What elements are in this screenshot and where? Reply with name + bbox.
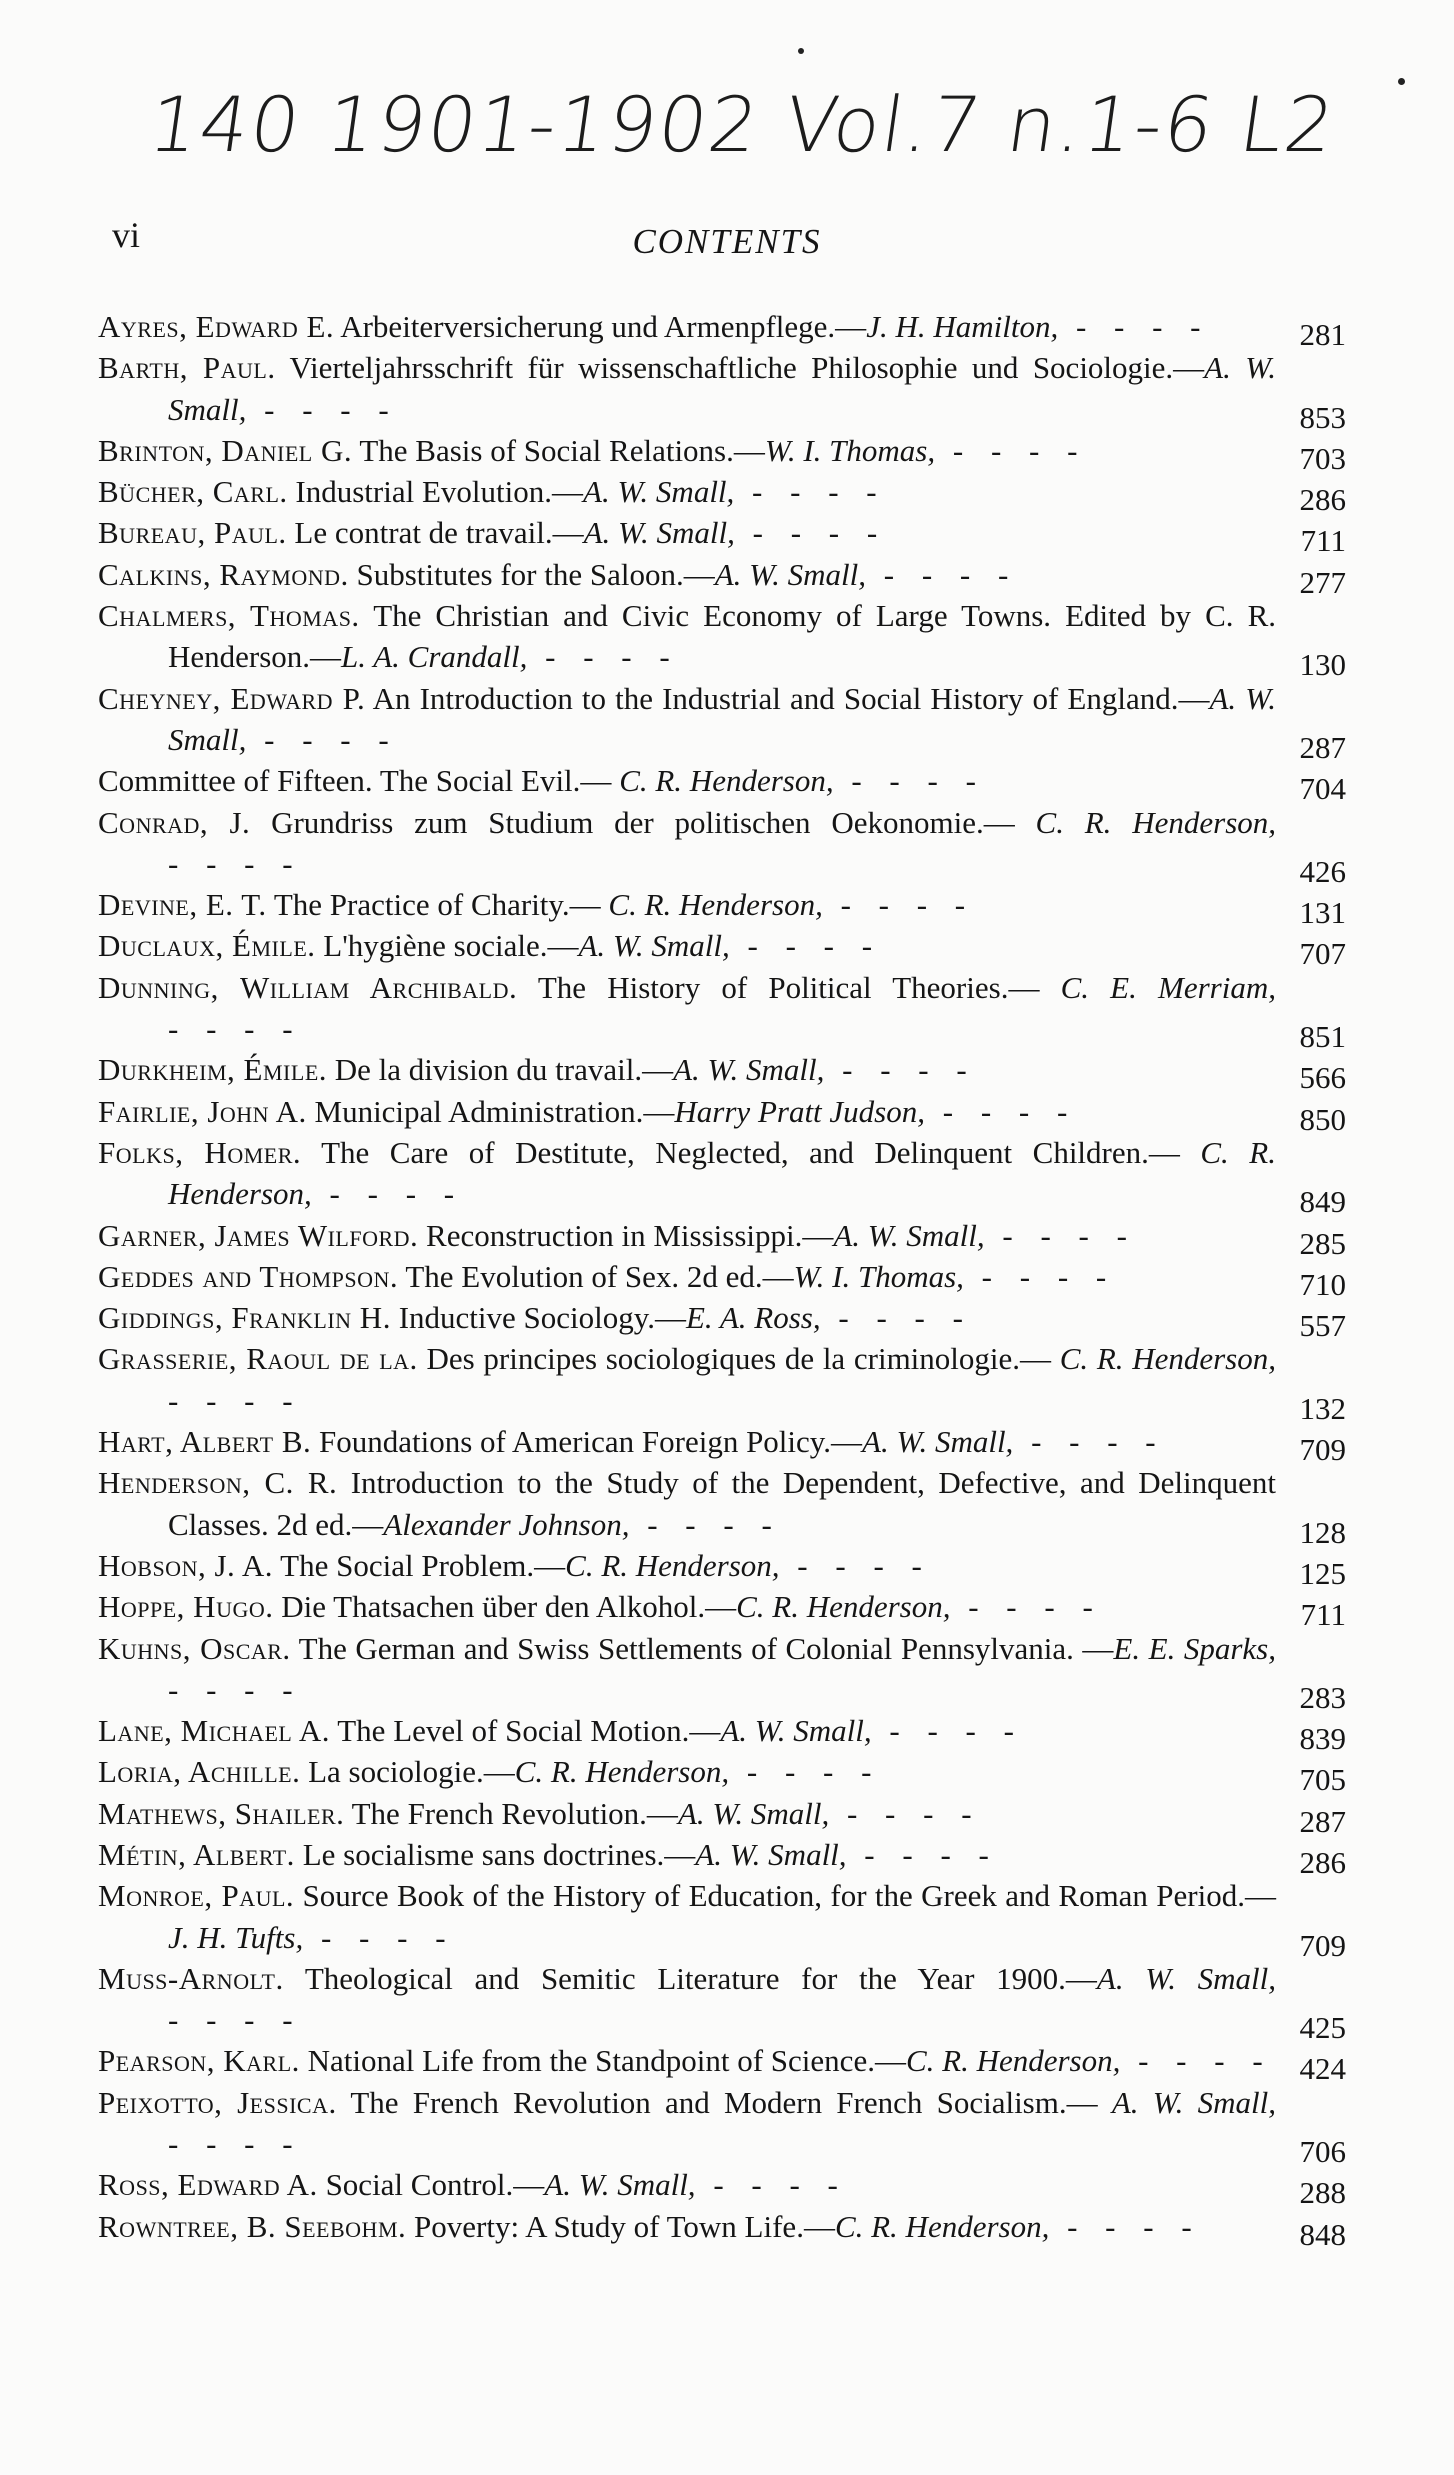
dot-leader: - - - - xyxy=(963,1258,1117,1294)
contents-entry xyxy=(98,1462,1346,1550)
entry-page-number: 286 xyxy=(1299,1844,1346,1880)
entry-reviewer: J. H. Hamilton, xyxy=(866,309,1059,344)
entry-author: Dunning, William Archibald. xyxy=(98,969,518,1005)
entry-title: Theological and Semitic Literature for the Year 1900.— xyxy=(304,1960,1097,1996)
entry-reviewer: A. W. Small, xyxy=(1111,2084,1276,2120)
entry-reviewer: A. W. Small, xyxy=(1096,1960,1277,1996)
entry-page-number: 131 xyxy=(1299,895,1346,931)
dot-leader: - - - - xyxy=(168,1382,303,1418)
entry-page-number: 132 xyxy=(1299,1390,1346,1426)
entry-author: Cheyney, Edward P. xyxy=(98,680,366,716)
entry-author: Loria, Achille. xyxy=(98,1754,301,1790)
dot-leader: - - - - xyxy=(866,556,1019,592)
entry-text xyxy=(98,760,1276,801)
entry-author: Kuhns, Oscar. xyxy=(98,1630,291,1666)
entry-reviewer: C. E. Merriam, xyxy=(1060,969,1276,1005)
dot-leader: - - - - xyxy=(729,928,883,964)
entry-page-number: 287 xyxy=(1299,1803,1346,1839)
entry-reviewer: E. A. Ross, xyxy=(685,1300,821,1336)
entry-text xyxy=(98,1132,1276,1215)
entry-author: Bücher, Carl. xyxy=(98,474,288,510)
contents-list xyxy=(98,306,1346,2252)
entry-author: Henderson, C. R. xyxy=(98,1465,338,1501)
contents-entry xyxy=(98,2164,1346,2211)
entry-title: Foundations of American Foreign Policy.— xyxy=(319,1424,863,1460)
entry-title: Source Book of the History of Education, for the Greek and Roman Period.— xyxy=(302,1878,1276,1914)
contents-entry xyxy=(98,1751,1346,1798)
entry-author: Mathews, Shailer. xyxy=(98,1795,345,1831)
entry-title: Social Control.— xyxy=(325,2167,545,2203)
entry-author: Devine, E. T. xyxy=(98,887,267,923)
contents-entry xyxy=(98,2206,1346,2252)
contents-entry xyxy=(98,1710,1346,1757)
entry-text xyxy=(98,1091,1276,1132)
entry-reviewer: A. W. Small, xyxy=(578,928,730,964)
entry-text xyxy=(98,1297,1276,1338)
entry-page-number: 711 xyxy=(1300,523,1346,559)
entry-author: Garner, James Wilford. xyxy=(98,1217,419,1253)
dot-leader: - - - - xyxy=(846,1836,999,1872)
entry-title: Introduction to the Study of the Dependent, Defective, and Delinquent Classes. 2d ed.— xyxy=(168,1465,1276,1542)
entry-author: Folks, Homer. xyxy=(98,1134,302,1170)
entry-page-number: 851 xyxy=(1299,1019,1346,1055)
entry-title: Le contrat de travail.— xyxy=(294,515,584,551)
entry-title: Substitutes for the Saloon.— xyxy=(356,556,715,592)
contents-entry xyxy=(98,967,1346,1055)
entry-page-number: 709 xyxy=(1299,1432,1346,1468)
entry-reviewer: W. I. Thomas, xyxy=(793,1258,964,1294)
dot-leader: - - - - xyxy=(950,1589,1103,1625)
entry-reviewer: C. R. Henderson, xyxy=(619,763,834,799)
dot-leader: - - - - xyxy=(833,763,986,799)
entry-author: Calkins, Raymond. xyxy=(98,556,349,592)
entry-title: De la division du travail.— xyxy=(334,1052,674,1088)
contents-entry xyxy=(98,1421,1346,1468)
entry-text xyxy=(98,554,1276,595)
entry-page-number: 704 xyxy=(1299,771,1346,807)
entry-page-number: 710 xyxy=(1299,1266,1346,1302)
entry-author: Conrad, J. xyxy=(98,804,251,840)
entry-text xyxy=(98,2040,1276,2081)
entry-page-number: 426 xyxy=(1299,853,1346,889)
entry-text xyxy=(98,306,1276,347)
entry-reviewer: C. R. Henderson, xyxy=(608,887,823,923)
entry-reviewer: E. E. Sparks, xyxy=(1113,1630,1276,1666)
entry-reviewer: L. A. Crandall, xyxy=(341,639,528,675)
contents-entry xyxy=(98,2082,1346,2170)
dot-leader: - - - - xyxy=(168,845,303,881)
contents-entry xyxy=(98,1545,1346,1591)
entry-page-number: 425 xyxy=(1299,2010,1346,2046)
contents-entry xyxy=(98,1049,1346,1096)
entry-text xyxy=(98,512,1276,553)
entry-page-number: 287 xyxy=(1299,729,1346,765)
contents-entry xyxy=(98,347,1346,435)
entry-page-number: 283 xyxy=(1299,1679,1346,1715)
entry-reviewer: A. W. Small, xyxy=(168,680,1276,757)
dot-leader: - - - - xyxy=(829,1795,982,1831)
dot-leader: - - - - xyxy=(168,2002,303,2038)
entry-reviewer: C. R. Henderson, xyxy=(736,1589,951,1625)
entry-page-number: 848 xyxy=(1299,2216,1346,2252)
entry-page-number: 839 xyxy=(1299,1721,1346,1757)
contents-entry xyxy=(98,1215,1346,1261)
entry-reviewer: A. W. Small, xyxy=(583,474,735,510)
entry-reviewer: C. R. Henderson, xyxy=(834,2208,1050,2244)
contents-entry xyxy=(98,1338,1346,1426)
entry-title: Municipal Administration.— xyxy=(314,1093,675,1129)
entry-title: Reconstruction in Mississippi.— xyxy=(426,1217,834,1253)
entry-page-number: 125 xyxy=(1299,1555,1346,1591)
entry-text xyxy=(98,1338,1276,1421)
entry-title: Des principes sociologiques de la criminologie.— xyxy=(426,1341,1060,1377)
entry-reviewer: A. W. Small, xyxy=(720,1713,872,1749)
entry-author: Métin, Albert. xyxy=(98,1836,295,1872)
entry-reviewer: A. W. Small, xyxy=(862,1424,1014,1460)
dot-leader: - - - - xyxy=(246,391,399,427)
entry-page-number: 706 xyxy=(1299,2134,1346,2170)
entry-text xyxy=(98,430,1276,471)
entry-author: Hoppe, Hugo. xyxy=(98,1589,274,1625)
entry-reviewer: C. R. Henderson, xyxy=(1035,804,1277,840)
entry-text xyxy=(98,1545,1276,1586)
contents-entry xyxy=(98,1586,1346,1633)
entry-reviewer: A. W. Small, xyxy=(168,350,1276,427)
entry-title: Die Thatsachen über den Alkohol.— xyxy=(281,1589,737,1625)
entry-text xyxy=(98,678,1276,761)
contents-entry xyxy=(98,471,1346,518)
entry-text xyxy=(98,1710,1276,1751)
dot-leader: - - - - xyxy=(779,1547,932,1583)
entry-title: National Life from the Standpoint of Science.— xyxy=(307,2043,906,2079)
entry-title: The Social Problem.— xyxy=(280,1547,566,1583)
contents-entry xyxy=(98,1793,1346,1839)
entry-text xyxy=(98,1421,1276,1462)
contents-entry xyxy=(98,678,1346,765)
contents-entry xyxy=(98,430,1346,476)
dot-leader: - - - - xyxy=(925,1093,1078,1129)
entry-title: The Practice of Charity.— xyxy=(273,887,609,923)
entry-page-number: 557 xyxy=(1299,1308,1346,1344)
entry-title: The Basis of Social Relations.— xyxy=(359,432,765,468)
contents-entry xyxy=(98,1628,1346,1715)
contents-entry xyxy=(98,1834,1346,1880)
entry-reviewer: A. W. Small, xyxy=(714,556,866,592)
contents-entry xyxy=(98,884,1346,931)
entry-page-number: 288 xyxy=(1299,2175,1346,2211)
dot-leader: - - - - xyxy=(303,1919,456,1955)
entry-title: Arbeiterversicherung und Armenpflege.— xyxy=(340,309,867,344)
entry-author: Chalmers, Thomas. xyxy=(98,598,360,634)
contents-entry xyxy=(98,1875,1346,1963)
entry-text xyxy=(98,1793,1276,1834)
entry-author: Muss-Arnolt. xyxy=(98,1960,284,1996)
entry-title: Inductive Sociology.— xyxy=(398,1300,686,1336)
entry-title: Poverty: A Study of Town Life.— xyxy=(414,2208,835,2244)
entry-text xyxy=(98,1834,1276,1875)
entry-title: La sociologie.— xyxy=(308,1754,515,1790)
dot-leader: - - - - xyxy=(1058,309,1211,344)
entry-reviewer: J. H. Tufts, xyxy=(168,1919,304,1955)
entry-author: Lane, Michael A. xyxy=(98,1713,331,1749)
entry-reviewer: C. R. Henderson, xyxy=(565,1547,780,1583)
contents-entry xyxy=(98,1297,1346,1344)
dot-leader: - - - - xyxy=(311,1176,465,1212)
entry-author: Hobson, J. A. xyxy=(98,1547,273,1583)
entry-reviewer: C. R. Henderson, xyxy=(514,1754,730,1790)
entry-text xyxy=(98,1958,1276,2041)
entry-text xyxy=(98,884,1276,925)
page-number: vi xyxy=(112,215,141,255)
dot-leader: - - - - xyxy=(820,1300,973,1336)
entry-title: Grundriss zum Studium der politischen Oekonomie.— xyxy=(271,804,1036,840)
dot-leader: - - - - xyxy=(871,1713,1024,1749)
entry-title: The Christian and Civic Economy of Large Towns. Edited by C. R. Henderson.— xyxy=(168,598,1276,675)
entry-author: Peixotto, Jessica. xyxy=(98,2084,337,2120)
entry-page-number: 711 xyxy=(1300,1597,1346,1633)
entry-reviewer: Harry Pratt Judson, xyxy=(674,1093,925,1129)
contents-entry xyxy=(98,512,1346,559)
page-heading: CONTENTS xyxy=(632,222,822,261)
entry-text xyxy=(98,2206,1276,2247)
entry-text xyxy=(98,1628,1276,1711)
entry-title: L'hygiène sociale.— xyxy=(323,928,579,964)
entry-title: Committee of Fifteen. The Social Evil.— xyxy=(98,763,620,799)
entry-title: The French Revolution.— xyxy=(351,1795,678,1831)
dot-leader: - - - - xyxy=(729,1754,882,1790)
entry-text xyxy=(98,595,1276,678)
dot-leader: - - - - xyxy=(168,1671,303,1707)
dot-leader: - - - - xyxy=(1013,1424,1166,1460)
dot-leader: - - - - xyxy=(1049,2208,1202,2244)
contents-entry xyxy=(98,1091,1346,1137)
contents-entry xyxy=(98,1958,1346,2046)
contents-entry xyxy=(98,595,1346,683)
entry-reviewer: A. W. Small, xyxy=(695,1836,847,1872)
entry-page-number: 281 xyxy=(1299,317,1346,352)
entry-text xyxy=(98,925,1276,966)
dot-leader: - - - - xyxy=(168,2126,303,2162)
contents-entry xyxy=(98,802,1346,889)
entry-author: Geddes and Thompson. xyxy=(98,1258,399,1294)
entry-title: The French Revolution and Modern French Socialism.— xyxy=(350,2084,1112,2120)
entry-author: Brinton, Daniel G. xyxy=(98,432,353,468)
entry-page-number: 128 xyxy=(1299,1514,1346,1550)
contents-entry xyxy=(98,2040,1346,2087)
entry-page-number: 277 xyxy=(1299,564,1346,600)
entry-author: Pearson, Karl. xyxy=(98,2043,300,2079)
entry-reviewer: C. R. Henderson, xyxy=(1059,1341,1276,1377)
entry-text xyxy=(98,1751,1276,1792)
entry-reviewer: C. R. Henderson, xyxy=(905,2043,1121,2079)
dot-leader: - - - - xyxy=(984,1217,1137,1253)
dot-leader: - - - - xyxy=(1120,2043,1273,2079)
entry-author: Grasserie, Raoul de la. xyxy=(98,1341,418,1377)
entry-page-number: 707 xyxy=(1299,936,1346,972)
entry-author: Hart, Albert B. xyxy=(98,1424,312,1460)
contents-entry xyxy=(98,1256,1346,1302)
dot-leader: - - - - xyxy=(734,474,887,510)
entry-title: The German and Swiss Settlements of Colonial Pennsylvania. — xyxy=(298,1630,1114,1666)
entry-reviewer: A. W. Small, xyxy=(673,1052,825,1088)
entry-text xyxy=(98,1049,1276,1090)
entry-reviewer: A. W. Small, xyxy=(677,1795,830,1831)
entry-page-number: 849 xyxy=(1299,1184,1346,1220)
entry-reviewer: A. W. Small, xyxy=(833,1217,985,1253)
contents-entry xyxy=(98,760,1346,807)
entry-title: Le socialisme sans doctrines.— xyxy=(302,1836,696,1872)
entry-text xyxy=(98,967,1276,1050)
entry-reviewer: W. I. Thomas, xyxy=(764,432,936,468)
dot-leader: - - - - xyxy=(734,515,888,551)
entry-page-number: 286 xyxy=(1299,482,1346,518)
contents-entry xyxy=(98,925,1346,972)
entry-author: Bureau, Paul. xyxy=(98,515,287,551)
dot-leader: - - - - xyxy=(822,887,976,923)
entry-text xyxy=(98,802,1276,885)
contents-entry xyxy=(98,554,1346,600)
entry-text xyxy=(98,1256,1276,1297)
entry-text xyxy=(98,2082,1276,2165)
dot-leader: - - - - xyxy=(168,1011,303,1047)
entry-title: The History of Political Theories.— xyxy=(537,969,1061,1005)
entry-text xyxy=(98,1215,1276,1256)
dot-leader: - - - - xyxy=(935,432,1088,468)
contents-entry xyxy=(98,306,1346,352)
entry-reviewer: Alexander Johnson, xyxy=(383,1506,630,1542)
entry-text xyxy=(98,1586,1276,1627)
entry-page-number: 709 xyxy=(1299,1927,1346,1963)
entry-page-number: 285 xyxy=(1299,1225,1346,1261)
entry-page-number: 703 xyxy=(1299,440,1346,476)
entry-author: Giddings, Franklin H. xyxy=(98,1300,391,1336)
entry-reviewer: A. W. Small, xyxy=(544,2167,696,2203)
entry-author: Monroe, Paul. xyxy=(98,1878,295,1914)
entry-text xyxy=(98,471,1276,512)
contents-entry xyxy=(98,1132,1346,1220)
entry-text xyxy=(98,1462,1276,1545)
ink-speck xyxy=(1398,78,1405,85)
entry-author: Barth, Paul. xyxy=(98,350,276,386)
entry-title: An Introduction to the Industrial and Social History of England.— xyxy=(372,680,1210,716)
entry-text xyxy=(98,347,1276,430)
entry-author: Ayres, Edward E. xyxy=(98,309,335,344)
dot-leader: - - - - xyxy=(527,639,680,675)
entry-page-number: 705 xyxy=(1299,1762,1346,1798)
entry-title: Industrial Evolution.— xyxy=(295,474,584,510)
entry-text xyxy=(98,2164,1276,2205)
entry-page-number: 850 xyxy=(1299,1101,1346,1137)
entry-author: Ross, Edward A. xyxy=(98,2167,318,2203)
handwritten-call-number: 140 1901-1902 Vol.7 n.1-6 L2 xyxy=(143,80,1342,169)
entry-author: Fairlie, John A. xyxy=(98,1093,307,1129)
entry-author: Duclaux, Émile. xyxy=(98,928,316,964)
dot-leader: - - - - xyxy=(824,1052,977,1088)
entry-text xyxy=(98,1875,1276,1958)
entry-page-number: 853 xyxy=(1299,399,1346,435)
entry-title: The Care of Destitute, Neglected, and Delinquent Children.— xyxy=(321,1134,1201,1170)
entry-page-number: 130 xyxy=(1299,647,1346,683)
entry-page-number: 566 xyxy=(1299,1060,1346,1096)
dot-leader: - - - - xyxy=(629,1506,782,1542)
entry-page-number: 424 xyxy=(1299,2051,1346,2087)
entry-title: The Evolution of Sex. 2d ed.— xyxy=(405,1258,794,1294)
entry-reviewer: C. R. Henderson, xyxy=(168,1134,1276,1212)
entry-author: Rowntree, B. Seebohm. xyxy=(98,2208,407,2244)
entry-reviewer: A. W. Small, xyxy=(583,515,735,551)
ink-speck xyxy=(798,48,804,54)
entry-author: Durkheim, Émile. xyxy=(98,1052,328,1088)
dot-leader: - - - - xyxy=(695,2167,848,2203)
entry-title: Vierteljahrsschrift für wissenschaftliche Philosophie und Sociologie.— xyxy=(289,350,1205,386)
entry-title: The Level of Social Motion.— xyxy=(337,1713,721,1749)
dot-leader: - - - - xyxy=(246,721,399,757)
